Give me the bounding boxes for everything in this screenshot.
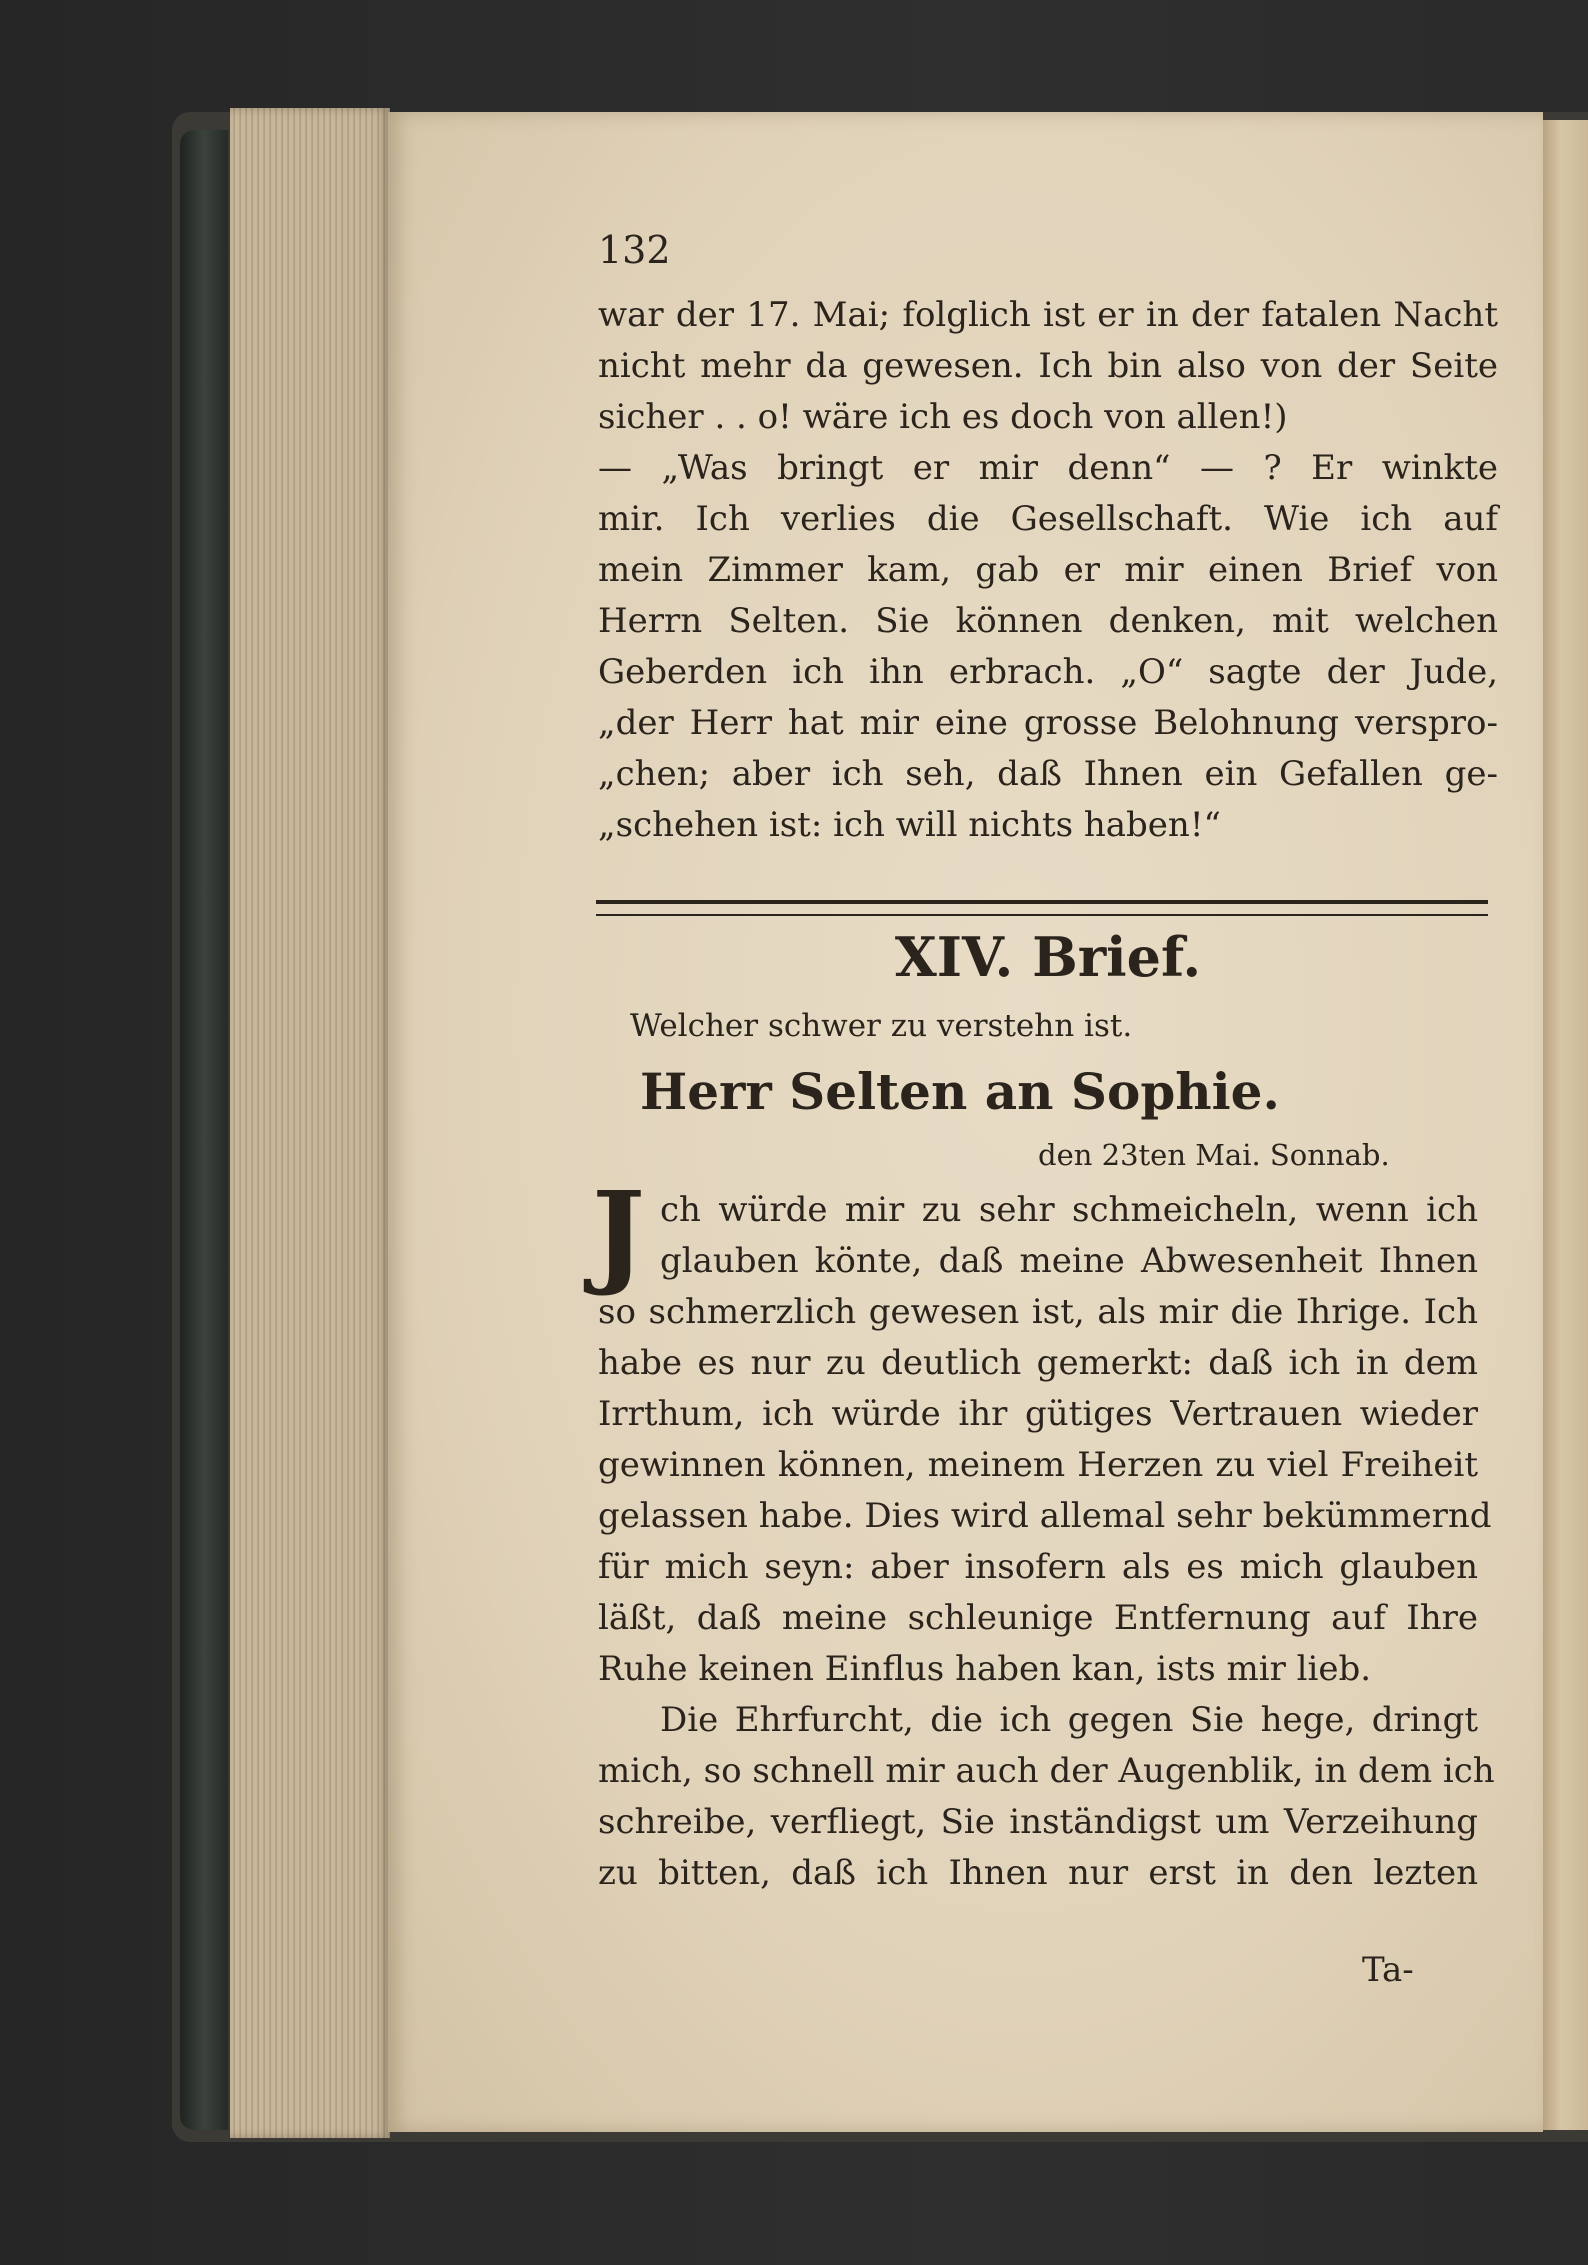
text-line: so schmerzlich gewesen ist, als mir die Ihrige. Ich bbox=[598, 1292, 1478, 1332]
facing-page-edge bbox=[1543, 120, 1588, 2130]
page-edges bbox=[230, 108, 390, 2138]
text-line: mir. Ich verlies die Gesellschaft. Wie ich auf bbox=[598, 499, 1498, 539]
page-number: 132 bbox=[598, 228, 671, 272]
text-line: mein Zimmer kam, gab er mir einen Brief von bbox=[598, 550, 1498, 590]
section-divider bbox=[596, 900, 1488, 916]
text-line: „schehen ist: ich will nichts haben!“ bbox=[598, 805, 1221, 845]
catchword: Ta- bbox=[1362, 1950, 1414, 1990]
text-line: glauben könte, daß meine Abwesenheit Ihnen bbox=[660, 1241, 1478, 1281]
text-line: „der Herr hat mir eine grosse Belohnung verspro- bbox=[598, 703, 1498, 743]
book-spine bbox=[180, 130, 228, 2130]
text-line: ch würde mir zu sehr schmeicheln, wenn ich bbox=[660, 1190, 1478, 1230]
text-line: gewinnen können, meinem Herzen zu viel Freiheit bbox=[598, 1445, 1478, 1485]
letter-body bbox=[598, 1185, 1495, 1899]
letter-title: XIV. Brief. bbox=[894, 925, 1202, 989]
drop-cap: J bbox=[592, 1168, 645, 1299]
text-line: Die Ehrfurcht, die ich gegen Sie hege, dringt bbox=[660, 1700, 1478, 1740]
text-line: Irrthum, ich würde ihr gütiges Vertrauen wieder bbox=[598, 1394, 1478, 1434]
upper-paragraph bbox=[598, 290, 1498, 851]
text-line: zu bitten, daß ich Ihnen nur erst in den lezten bbox=[598, 1853, 1478, 1893]
text-line: für mich seyn: aber insofern als es mich glauben bbox=[598, 1547, 1478, 1587]
text-line: mich, so schnell mir auch der Augenblik, in dem ich bbox=[598, 1751, 1495, 1791]
text-line: nicht mehr da gewesen. Ich bin also von der Seite bbox=[598, 346, 1498, 386]
letter-heading: Herr Selten an Sophie. bbox=[640, 1062, 1280, 1121]
text-line: läßt, daß meine schleunige Entfernung auf Ihre bbox=[598, 1598, 1478, 1638]
letter-subtitle: Welcher schwer zu verstehn ist. bbox=[630, 1008, 1133, 1044]
text-line: war der 17. Mai; folglich ist er in der fatalen Nacht bbox=[598, 295, 1498, 335]
text-line: habe es nur zu deutlich gemerkt: daß ich in dem bbox=[598, 1343, 1478, 1383]
text-line: schreibe, verfliegt, Sie inständigst um Verzeihung bbox=[598, 1802, 1478, 1842]
text-line: sicher . . o! wäre ich es doch von allen!) bbox=[598, 397, 1288, 437]
letter-dateline: den 23ten Mai. Sonnab. bbox=[1038, 1138, 1390, 1172]
text-line: Ruhe keinen Einflus haben kan, ists mir lieb. bbox=[598, 1649, 1372, 1689]
text-line: Herrn Selten. Sie können denken, mit welchen bbox=[598, 601, 1498, 641]
text-line: — „Was bringt er mir denn“ — ? Er winkte bbox=[598, 448, 1498, 488]
text-line: Geberden ich ihn erbrach. „O“ sagte der Jude, bbox=[598, 652, 1498, 692]
text-line: gelassen habe. Dies wird allemal sehr bekümmernd bbox=[598, 1496, 1492, 1536]
text-line: „chen; aber ich seh, daß Ihnen ein Gefallen ge- bbox=[598, 754, 1498, 794]
